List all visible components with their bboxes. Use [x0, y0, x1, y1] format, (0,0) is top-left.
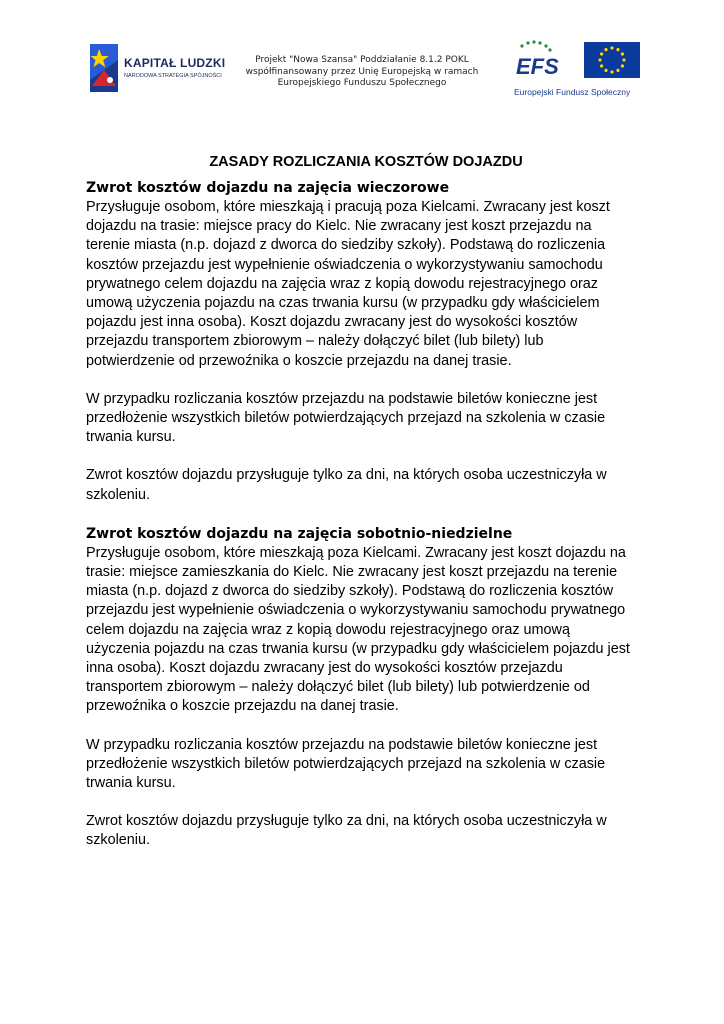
text-line: prywatnego celem dojazdu na zajęcia wraz z kopią dowodu rejestracyjnego oraz	[86, 275, 598, 292]
text-line: przedłożenie wszystkich biletów potwierdzających przejazd na szkolenia w czasie	[86, 755, 606, 772]
text-line: przejazdu jest wypełnienie oświadczenia o wykorzystywaniu samochodu prywatnego	[86, 602, 626, 619]
text-line: kosztów przejazdu jest wypełnienie oświadczenia o wykorzystywaniu samochodu	[86, 256, 603, 273]
text-line: Przysługuje osobom, które mieszkają poza Kielcami. Zwracany jest koszt dojazdu na	[86, 544, 626, 561]
text-line: użyczenia pojazdu na czas trwania kursu (w przypadku gdy właścicielem pojazdu jest	[86, 640, 630, 657]
document-title: ZASADY ROZLICZANIA KOSZTÓW DOJAZDU	[209, 154, 523, 170]
kapital-ludzki-title: KAPITAŁ LUDZKI	[124, 56, 226, 70]
text-line: Przysługuje osobom, które mieszkają i pracują poza Kielcami. Zwracany jest koszt	[86, 199, 610, 215]
text-line: miasta (n.p. dojazd z dworca do siedziby szkoły). Podstawą do rozliczenia kosztów	[86, 583, 614, 600]
text-line: inna osoba). Koszt dojazdu zwracany jest do wysokości kosztów przejazdu	[86, 660, 563, 677]
text-line: trwania kursu.	[86, 429, 176, 446]
paragraph	[86, 390, 646, 448]
text-line: W przypadku rozliczania kosztów przejazdu na podstawie biletów konieczne jest	[86, 390, 598, 407]
text-line: trasie: miejsce zamieszkania do Kielc. Nie zwracany jest koszt przejazdu na terenie	[86, 564, 618, 581]
kapital-ludzki-emblem-icon	[88, 40, 122, 96]
text-line: przewoźnika o koszcie przejazdu na danej trasie.	[86, 698, 399, 715]
svg-text:EFS: EFS	[516, 54, 559, 79]
text-line: celem dojazdu na zajęcia wraz z kopią dowodu rejestracyjnego oraz umową	[86, 621, 570, 638]
document-body	[86, 152, 646, 851]
text-line: dojazdu na trasie: miejsce pracy do Kielc. Nie zwracany jest koszt przejazdu na	[86, 218, 592, 235]
kapital-ludzki-subtitle: NARODOWA STRATEGIA SPÓJNOŚCI	[124, 73, 222, 79]
paragraph	[86, 466, 646, 504]
section-evening	[86, 178, 646, 505]
paragraph	[86, 736, 646, 794]
project-info-line: Projekt "Nowa Szansa" Poddziałanie 8.1.2 POKL	[255, 55, 469, 65]
text-line: przedłożenie wszystkich biletów potwierdzających przejazd na szkolenia w czasie	[86, 410, 606, 427]
project-info-line: Europejskiego Funduszu Społecznego	[277, 78, 447, 88]
text-line: W przypadku rozliczania kosztów przejazdu na podstawie biletów konieczne jest	[86, 736, 598, 753]
project-info	[232, 55, 492, 90]
text-line: umową użyczenia pojazdu na czas trwania kursu (w przypadku gdy właścicielem	[86, 295, 600, 312]
text-line: trwania kursu.	[86, 775, 176, 792]
text-line: szkoleniu.	[86, 486, 150, 503]
section-heading: Zwrot kosztów dojazdu na zajęcia wieczorowe	[86, 180, 450, 196]
text-line: szkoleniu.	[86, 832, 150, 849]
efs-logo	[514, 40, 644, 100]
paragraph	[86, 812, 646, 850]
text-line: potwierdzenie od przewoźnika o koszcie przejazdu na danej trasie.	[86, 352, 512, 369]
page-header	[0, 0, 724, 110]
paragraph	[86, 544, 646, 717]
text-line: pojazdu jest inna osoba). Koszt dojazdu zwracany jest do wysokości kosztów	[86, 314, 578, 331]
text-line: transportem zbiorowym – należy dołączyć bilet (lub bilety) lub potwierdzenie od	[86, 679, 590, 696]
text-line: przejazdu transportem zbiorowym – należy dołączyć bilet (lub bilety) lub	[86, 333, 544, 350]
section-heading: Zwrot kosztów dojazdu na zajęcia sobotnio-niedzielne	[86, 525, 513, 542]
text-line: Zwrot kosztów dojazdu przysługuje tylko za dni, na których osoba uczestniczyła w	[86, 813, 607, 830]
text-line: Zwrot kosztów dojazdu przysługuje tylko za dni, na których osoba uczestniczyła w	[86, 467, 607, 484]
kapital-ludzki-logo	[88, 40, 228, 96]
section-weekend	[86, 524, 646, 851]
efs-emblem-icon	[514, 40, 644, 86]
paragraph	[86, 198, 646, 371]
efs-caption: Europejski Fundusz Społeczny	[514, 87, 631, 97]
project-info-line: współfinansowany przez Unię Europejską w ramach	[245, 66, 479, 77]
text-line: terenie miasta (n.p. dojazd z dworca do siedziby szkoły). Podstawą do rozliczenia	[86, 237, 606, 254]
